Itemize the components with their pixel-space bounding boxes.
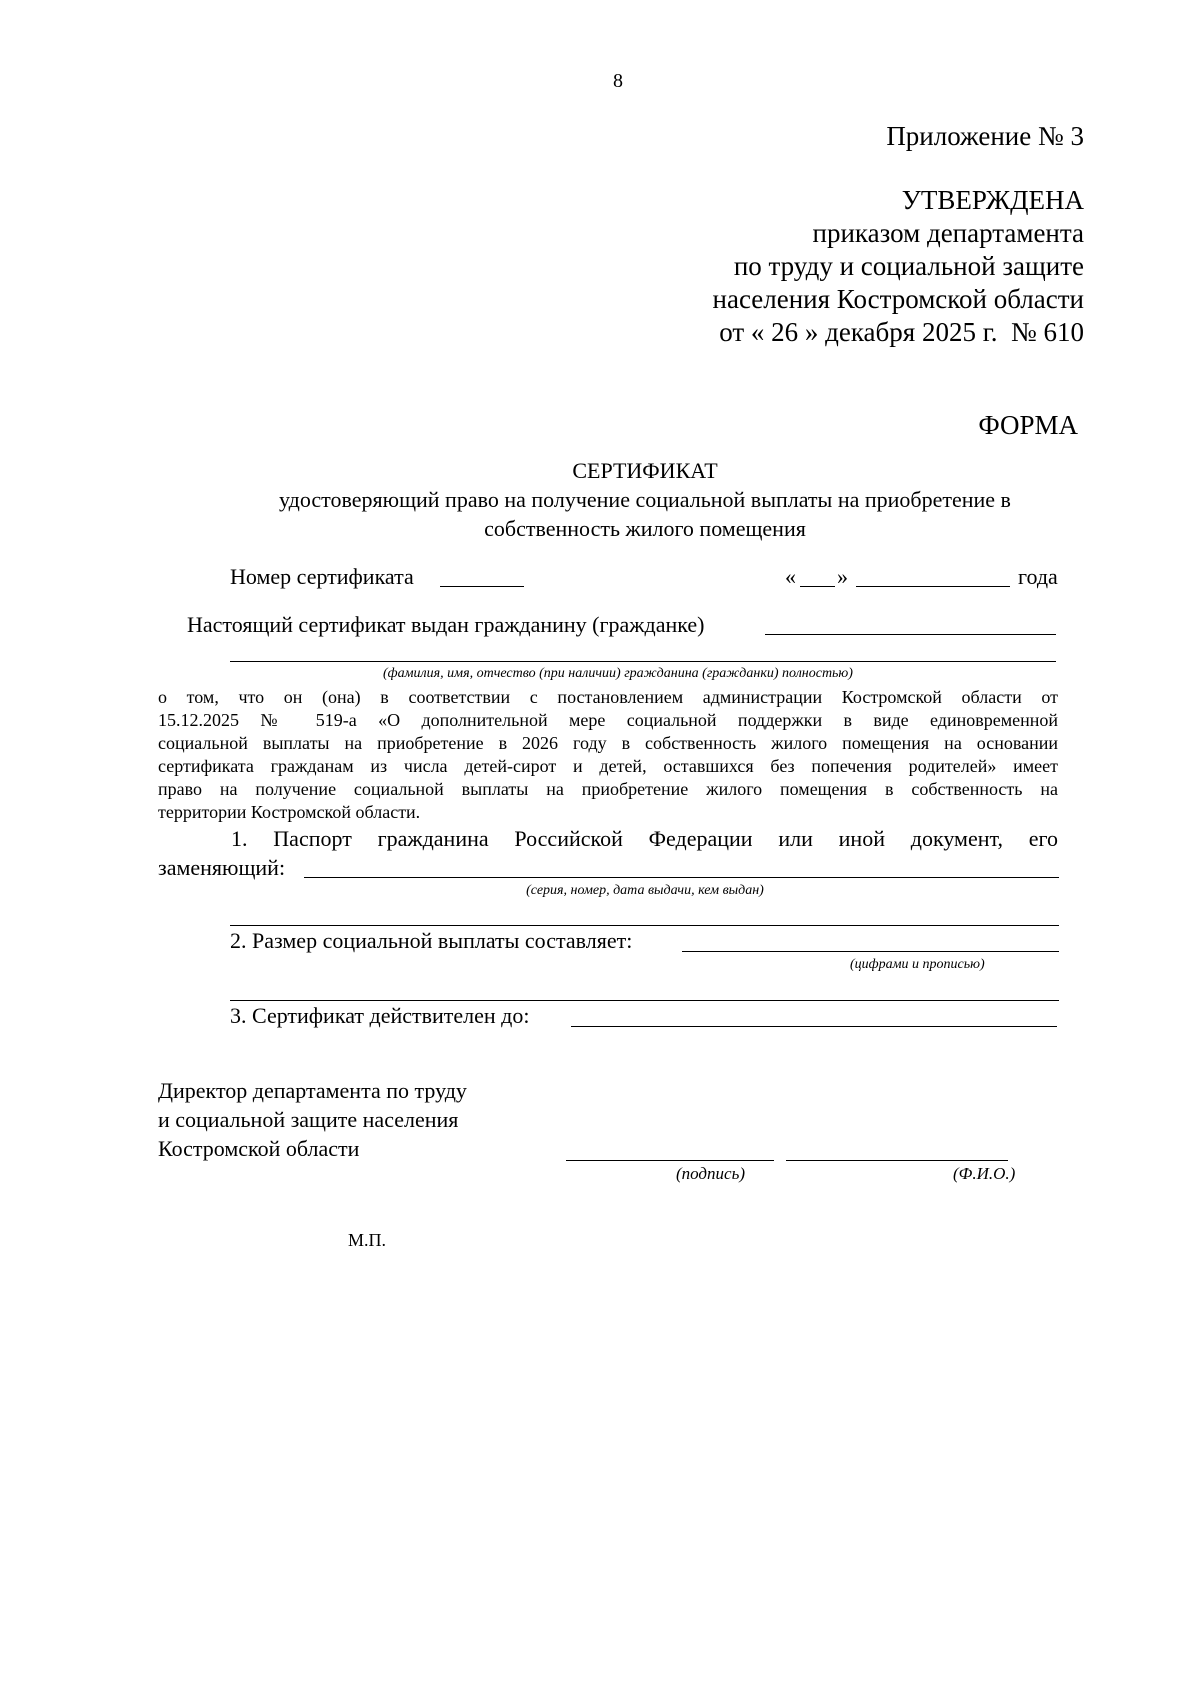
certificate-number-label: Номер сертификата [230,564,414,589]
approval-line-2: по труду и социальной защите [733,251,1084,281]
valid-until-line[interactable] [571,1026,1057,1027]
date-quote-close: » [837,564,848,589]
item-1-text: 1. Паспорт гражданина Российской Федерации или иной документ, его [231,826,1058,851]
approval-line-3: населения Костромской области [712,284,1084,314]
approval-line-1: приказом департамента [812,218,1084,248]
signatory-name-caption: (Ф.И.О.) [953,1164,1016,1183]
certificate-body-text [158,686,1058,824]
certificate-subtitle-2: собственность жилого помещения [484,516,806,541]
body-line-4: сертификата гражданам из числа детей-сирот и детей, оставшихся без попечения родителей» имеет [158,756,1058,776]
form-label: ФОРМА [978,410,1078,440]
page-number: 8 [613,70,623,92]
passport-caption: (серия, номер, дата выдачи, кем выдан) [526,883,764,898]
item-2-label: 2. Размер социальной выплаты составляет: [230,928,633,953]
body-line-2: 15.12.2025 № 519-а «О дополнительной мере социальной поддержки в виде единовременной [158,710,1058,730]
signatory-name-line[interactable] [786,1160,1008,1161]
date-day-line[interactable] [800,586,835,587]
appendix-label: Приложение № 3 [886,121,1084,151]
approval-block [713,184,1084,349]
issued-to-line[interactable] [765,634,1056,635]
date-month-line[interactable] [856,586,1010,587]
full-name-caption: (фамилия, имя, отчество (при наличии) гражданина (гражданки) полностью) [383,666,853,681]
body-line-1: о том, что он (она) в соответствии с постановлением администрации Костромской области от [158,687,1058,707]
payment-amount-caption: (цифрами и прописью) [850,957,985,972]
item-1-replacing-label: заменяющий: [158,855,286,880]
approval-line-4: от « 26 » декабря 2025 г. № 610 [719,317,1084,347]
item-3-label: 3. Сертификат действителен до: [230,1003,530,1028]
year-label: года [1018,564,1058,589]
passport-line-2[interactable] [230,925,1059,926]
payment-amount-line-2[interactable] [230,1000,1059,1001]
certificate-number-line[interactable] [440,586,524,587]
issued-to-label: Настоящий сертификат выдан гражданину (гражданке) [187,612,705,637]
passport-line[interactable] [304,877,1059,878]
body-line-6: территории Костромской области. [158,802,421,822]
body-line-5: право на получение социальной выплаты на приобретение жилого помещения в собственность на [158,779,1058,799]
approval-title: УТВЕРЖДЕНА [901,185,1084,215]
certificate-title: СЕРТИФИКАТ [572,458,718,483]
signature-line[interactable] [566,1160,774,1161]
director-title-line-1: Директор департамента по труду [158,1078,467,1103]
payment-amount-line[interactable] [682,951,1059,952]
director-title-line-3: Костромской области [158,1136,360,1161]
certificate-subtitle-1: удостоверяющий право на получение социальной выплаты на приобретение в [279,487,1011,512]
date-quote-open: « [785,564,796,589]
seal-placeholder: М.П. [348,1230,387,1250]
signature-caption: (подпись) [676,1164,745,1183]
director-title-line-2: и социальной защите населения [158,1107,459,1132]
body-line-3: социальной выплаты на приобретение в 2026 году в собственность жилого помещения на основании [158,733,1058,753]
full-name-line[interactable] [230,661,1056,662]
